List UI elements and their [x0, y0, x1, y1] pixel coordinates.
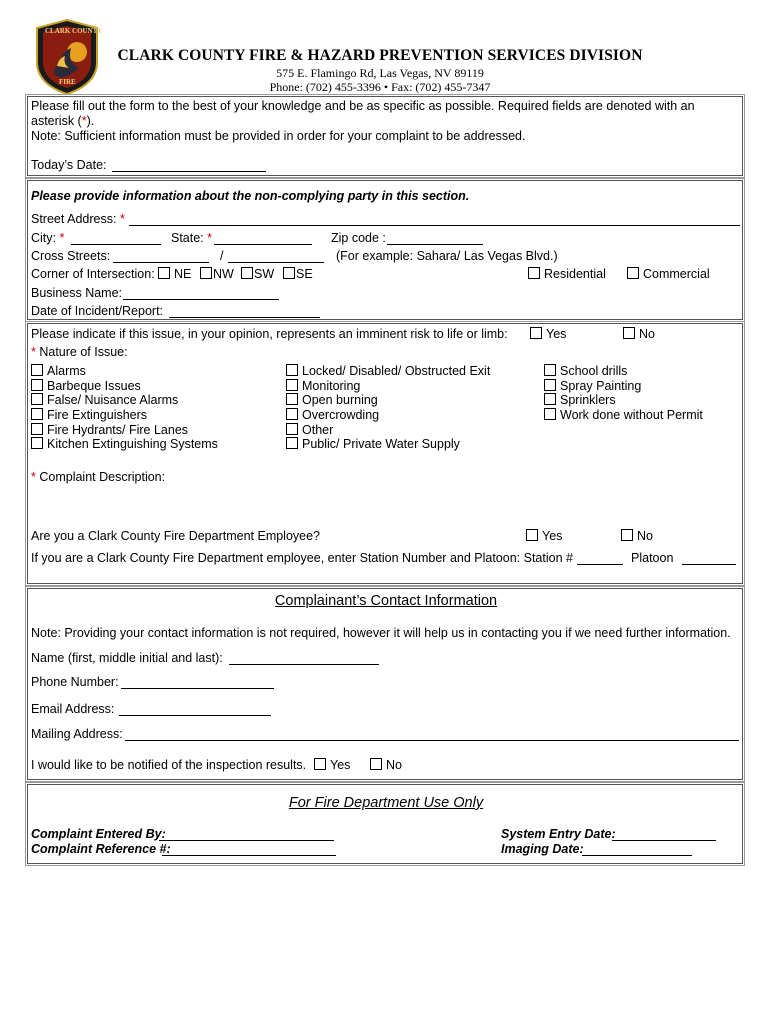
intro-line-1: Please fill out the form to the best of your knowledge and be as specific as possible. Required fields are denoted with an [31, 99, 695, 113]
street-address-field[interactable] [129, 225, 740, 226]
imminent-risk-question: Please indicate if this issue, in your opinion, represents an imminent risk to life or limb: [31, 327, 508, 341]
todays-date-label: Today’s Date: [31, 158, 107, 172]
nature-option[interactable]: Overcrowding [286, 408, 490, 423]
corner-ne-checkbox[interactable]: NE [158, 267, 191, 281]
nature-option[interactable]: Kitchen Extinguishing Systems [31, 437, 218, 452]
nature-column-2 [286, 364, 490, 452]
imminent-no-checkbox[interactable]: No [623, 327, 655, 341]
platoon-field[interactable] [682, 564, 736, 565]
intro-line-2: asterisk (*). [31, 114, 95, 128]
commercial-checkbox[interactable]: Commercial [627, 267, 710, 281]
employee-no-checkbox[interactable]: No [621, 529, 653, 543]
business-name-field[interactable] [123, 299, 279, 300]
imminent-yes-checkbox[interactable]: Yes [530, 327, 566, 341]
mailing-label: Mailing Address: [31, 727, 123, 741]
nature-column-3 [544, 364, 703, 423]
notify-yes-checkbox[interactable]: Yes [314, 758, 350, 772]
division-address: 575 E. Flamingo Rd, Las Vegas, NV 89119 [276, 66, 484, 80]
cross-streets-slash: / [220, 249, 224, 263]
date-incident-label: Date of Incident/Report: [31, 304, 164, 318]
todays-date-field[interactable] [112, 171, 266, 172]
office-use-heading: For Fire Department Use Only [288, 795, 484, 811]
page-title: CLARK COUNTY FIRE & HAZARD PREVENTION SERVICES DIVISION [117, 47, 643, 64]
nature-option[interactable]: Other [286, 423, 490, 438]
logo-text-top: CLARK COUNTY [45, 27, 103, 35]
nature-option[interactable]: Barbeque Issues [31, 379, 218, 394]
phone-label: Phone Number: [31, 675, 119, 689]
nature-option[interactable]: School drills [544, 364, 703, 379]
contact-section [27, 588, 743, 780]
residential-checkbox[interactable]: Residential [528, 267, 606, 281]
entered-by-field[interactable] [159, 840, 334, 841]
complaint-description-label: * Complaint Description: [31, 470, 166, 484]
nature-option[interactable]: Fire Hydrants/ Fire Lanes [31, 423, 218, 438]
state-label: State: * [171, 231, 213, 245]
email-label: Email Address: [31, 702, 115, 716]
cross-streets-label: Cross Streets: [31, 249, 111, 263]
nature-option[interactable]: Locked/ Disabled/ Obstructed Exit [286, 364, 490, 379]
nature-option[interactable]: Sprinklers [544, 393, 703, 408]
nature-option[interactable]: Open burning [286, 393, 490, 408]
intro-note: Note: Sufficient information must be provided in order for your complaint to be addressed. [31, 129, 526, 143]
corner-sw-checkbox[interactable]: SW [241, 267, 274, 281]
contact-note: Note: Providing your contact information is not required, however it will help us in contacting you if we need further information. [31, 626, 731, 640]
party-section [27, 180, 743, 320]
nature-option[interactable]: Spray Painting [544, 379, 703, 394]
street-label: Street Address: * [31, 212, 125, 226]
state-field[interactable] [214, 244, 312, 245]
city-label: City: * [31, 231, 65, 245]
mailing-field[interactable] [125, 740, 739, 741]
employee-question: Are you a Clark County Fire Department Employee? [31, 529, 321, 543]
platoon-label: Platoon [631, 551, 674, 565]
station-line-label: If you are a Clark County Fire Department employee, enter Station Number and Platoon: Station # [31, 551, 573, 565]
station-number-field[interactable] [577, 564, 623, 565]
imaging-date-label: Imaging Date: [501, 842, 584, 856]
nature-column-1 [31, 364, 218, 452]
date-incident-field[interactable] [169, 317, 320, 318]
reference-field[interactable] [162, 855, 336, 856]
nature-option[interactable]: False/ Nuisance Alarms [31, 393, 218, 408]
cross-street-1-field[interactable] [113, 262, 209, 263]
nature-option[interactable]: Fire Extinguishers [31, 408, 218, 423]
email-field[interactable] [119, 715, 271, 716]
nature-option[interactable]: Work done without Permit [544, 408, 703, 423]
imaging-date-field[interactable] [582, 855, 692, 856]
corner-nw-checkbox[interactable]: NW [200, 267, 234, 281]
system-date-label: System Entry Date: [501, 827, 616, 841]
logo-text-bottom: FIRE [59, 78, 76, 86]
cross-streets-example: (For example: Sahara/ Las Vegas Blvd.) [336, 249, 558, 263]
reference-label: Complaint Reference #: [31, 842, 171, 856]
zip-field[interactable] [387, 244, 483, 245]
intro-section [27, 96, 743, 176]
issue-section [27, 323, 743, 584]
party-heading: Please provide information about the non-complying party in this section. [31, 189, 470, 203]
entered-by-label: Complaint Entered By: [31, 827, 166, 841]
notify-no-checkbox[interactable]: No [370, 758, 402, 772]
clark-county-fire-logo [31, 18, 103, 96]
nature-option[interactable]: Public/ Private Water Supply [286, 437, 490, 452]
complaint-description-field[interactable] [31, 486, 737, 526]
name-label: Name (first, middle initial and last): [31, 651, 223, 665]
system-date-field[interactable] [612, 840, 716, 841]
corner-se-checkbox[interactable]: SE [283, 267, 313, 281]
contact-heading: Complainant’s Contact Information [274, 593, 498, 609]
city-field[interactable] [71, 244, 161, 245]
division-phone-fax: Phone: (702) 455-3396 • Fax: (702) 455-7347 [269, 80, 491, 94]
corner-label: Corner of Intersection: [31, 267, 155, 281]
nature-option[interactable]: Monitoring [286, 379, 490, 394]
employee-yes-checkbox[interactable]: Yes [526, 529, 562, 543]
business-name-label: Business Name: [31, 286, 123, 300]
name-field[interactable] [229, 664, 379, 665]
notify-label: I would like to be notified of the inspection results. [31, 758, 307, 772]
cross-street-2-field[interactable] [228, 262, 324, 263]
nature-label: * Nature of Issue: [31, 345, 128, 359]
zip-label: Zip code : [331, 231, 386, 245]
office-use-section [27, 784, 743, 864]
nature-option[interactable]: Alarms [31, 364, 218, 379]
phone-field[interactable] [121, 688, 274, 689]
